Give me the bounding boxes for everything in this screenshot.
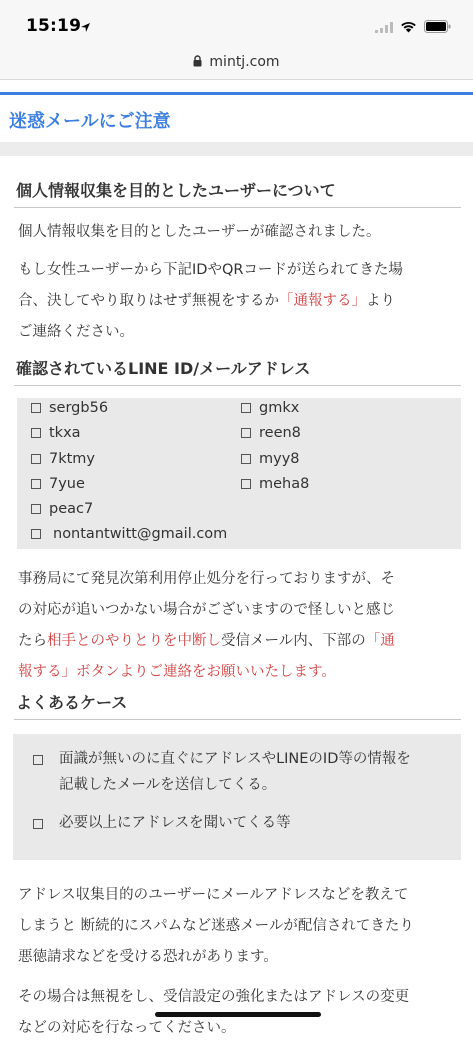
section-divider	[14, 719, 461, 720]
page-header	[0, 92, 473, 142]
checkbox-icon	[31, 454, 41, 464]
address-bar[interactable]	[0, 44, 473, 80]
case-text: 必要以上にアドレスを聞いてくる等	[59, 815, 291, 831]
checkbox-icon	[31, 428, 41, 438]
id-text: 7yue	[49, 476, 85, 492]
checkbox-icon	[31, 403, 41, 413]
id-text: tkxa	[49, 425, 81, 441]
status-indicators	[375, 18, 451, 37]
id-item	[31, 501, 93, 517]
warning-line-2	[18, 286, 458, 317]
checkbox-icon	[241, 428, 251, 438]
section-divider	[14, 207, 461, 208]
checkbox-icon	[31, 504, 41, 514]
risk-paragraph	[18, 880, 458, 973]
email-text: nontantwitt@gmail.com	[53, 526, 228, 542]
stop-contact-highlight: 相手とのやりとりを中断し	[47, 633, 221, 649]
id-list-box	[17, 398, 461, 549]
action-text: たら	[18, 633, 47, 649]
lock-icon	[193, 52, 202, 71]
checkbox-icon	[33, 755, 43, 765]
id-item	[31, 476, 85, 492]
id-text: gmkx	[259, 400, 300, 416]
signal-icon	[375, 18, 393, 37]
action-paragraph	[18, 564, 458, 688]
id-item	[241, 451, 300, 467]
header-divider	[0, 142, 473, 156]
risk-line-2: しまうと 断続的にスパムなど迷惑メールが配信されてきたり	[18, 918, 414, 934]
advice-line-1: その場合は無視をし、受信設定の強化またはアドレスの変更	[18, 989, 410, 1005]
id-item	[31, 425, 81, 441]
id-item	[241, 425, 301, 441]
common-cases-box	[13, 734, 461, 860]
action-text-mid: 受信メール内、下部の	[221, 633, 366, 649]
warning-line-3: ご連絡ください。	[18, 324, 134, 340]
id-item	[241, 400, 299, 416]
report-link[interactable]: 「通報する」	[279, 293, 366, 309]
checkbox-icon	[241, 479, 251, 489]
id-text: myy8	[259, 451, 300, 467]
battery-icon	[424, 18, 451, 37]
case-item	[33, 810, 291, 836]
risk-line-3: 悪徳請求などを受ける恐れがあります。	[18, 949, 278, 965]
url-text[interactable]: mintj.com	[209, 53, 280, 70]
action-line-3	[18, 626, 458, 657]
location-arrow-icon	[80, 18, 91, 37]
id-item	[241, 476, 309, 492]
status-time: 15:19	[26, 16, 82, 36]
warning-line-1: もし女性ユーザーから下記IDやQRコードが送られてきた場	[18, 262, 403, 278]
email-item	[31, 526, 227, 542]
case-item	[33, 746, 411, 798]
home-indicator[interactable]	[155, 1012, 321, 1017]
wifi-icon	[400, 18, 417, 37]
id-item	[31, 400, 108, 416]
advice-line-2: などの対応を行なってください。	[18, 1020, 236, 1036]
id-item	[31, 451, 95, 467]
checkbox-icon	[241, 403, 251, 413]
case-text-line-1: 面識が無いのに直ぐにアドレスやLINEのID等の情報を	[59, 751, 411, 767]
warning-text: 合、決してやり取りはせず無視をするか	[18, 293, 279, 309]
id-text: 7ktmy	[49, 451, 96, 467]
checkbox-icon	[241, 454, 251, 464]
action-line-1: 事務局にて発見次第利用停止処分を行っておりますが、そ	[18, 571, 395, 587]
id-text: peac7	[49, 501, 94, 517]
confirmation-text: 個人情報収集を目的としたユーザーが確認されました。	[18, 224, 381, 240]
report-link[interactable]: 「通	[365, 633, 395, 649]
section-heading-personal-info: 個人情報収集を目的としたユーザーについて	[16, 181, 336, 200]
risk-line-1: アドレス収集目的のユーザーにメールアドレスなどを教えて	[18, 887, 409, 903]
case-text-line-2: 記載したメールを送信してくる。	[59, 777, 277, 793]
checkbox-icon	[31, 529, 41, 539]
checkbox-icon	[33, 819, 43, 829]
section-heading-known-ids: 確認されているLINE ID/メールアドレス	[16, 359, 311, 378]
section-heading-common-cases: よくあるケース	[16, 693, 128, 712]
section-divider	[14, 385, 461, 386]
warning-paragraph	[18, 255, 458, 348]
warning-text-tail: より	[366, 293, 395, 309]
status-bar	[0, 0, 473, 44]
id-text: sergb56	[49, 400, 109, 416]
action-line-4: 報する」ボタンよりご連絡をお願いいたします。	[18, 664, 336, 680]
action-line-2: の対応が追いつかない場合がございますので怪しいと感じ	[18, 602, 395, 618]
checkbox-icon	[31, 479, 41, 489]
id-text: meha8	[259, 476, 310, 492]
page-title: 迷惑メールにご注意	[9, 111, 171, 132]
id-text: reen8	[259, 425, 301, 441]
